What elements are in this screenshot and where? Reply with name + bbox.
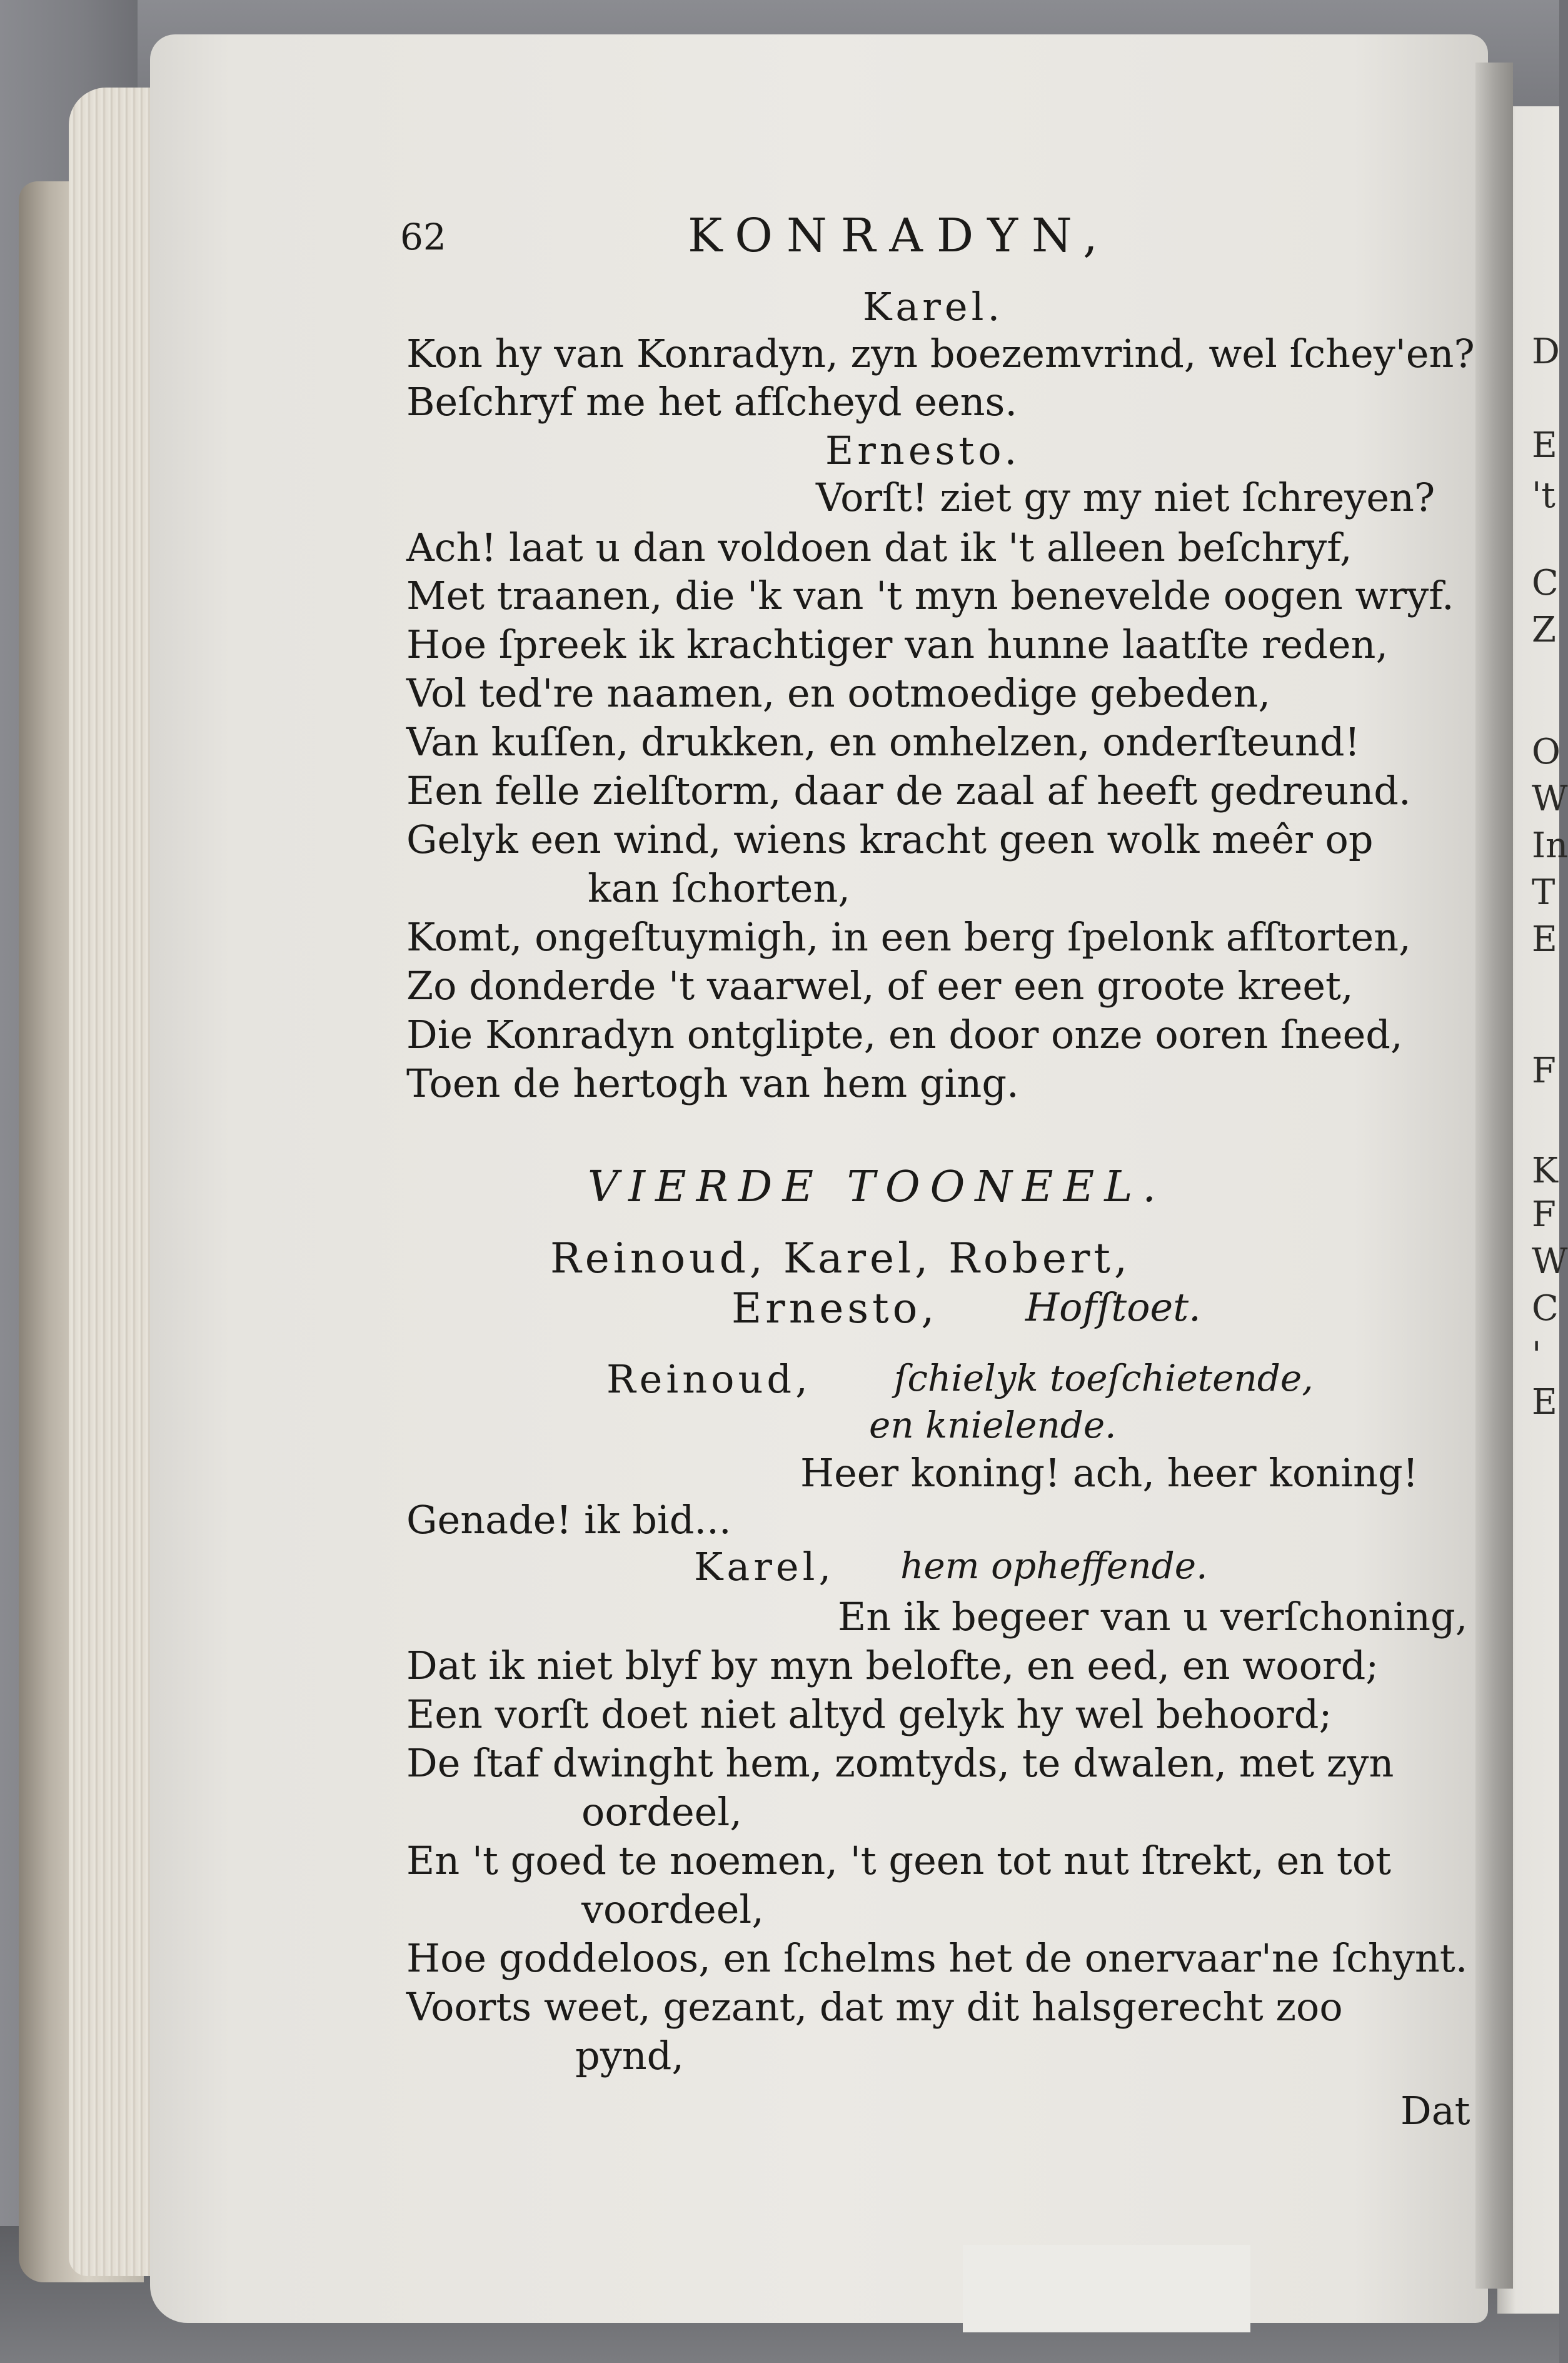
catchword: Dat	[1400, 2088, 1470, 2134]
facing-page-text: '	[1532, 1335, 1542, 1376]
stage-direction: en knielende.	[869, 1404, 1117, 1446]
verse-line: Vol ted're naamen, en ootmoedige gebeden,	[406, 670, 1271, 716]
facing-page-text: C	[1532, 563, 1559, 603]
facing-page-text: D	[1532, 331, 1560, 372]
facing-page-text: T	[1532, 872, 1555, 913]
verse-line: Die Konradyn ontglipte, en door onze ooren ſneed,	[406, 1012, 1403, 1057]
facing-page-text: 't	[1532, 475, 1555, 516]
verse-line: Hoe goddeloos, en ſchelms het de onervaar'ne ſchynt.	[406, 1935, 1468, 1981]
verse-line: Hoe ſpreek ik krachtiger van hunne laatſte reden,	[406, 622, 1389, 667]
verse-line: Toen de hertogh van hem ging.	[406, 1061, 1019, 1106]
stage-direction: hem opheffende.	[900, 1544, 1208, 1587]
facing-page-text: E	[1532, 1382, 1557, 1423]
verse-line-continued: kan ſchorten,	[588, 865, 850, 911]
scene-heading: VIERDE TOONEEL.	[588, 1162, 1166, 1212]
verse-line: Een vorſt doet niet altyd gelyk hy wel behoord;	[406, 1691, 1332, 1737]
facing-page-text: In	[1532, 825, 1568, 866]
verse-line: De ſtaf dwinght hem, zomtyds, te dwalen, met zyn	[406, 1740, 1394, 1786]
page-gutter	[1475, 63, 1513, 2289]
dramatis-personae: Ernesto,	[731, 1284, 938, 1333]
verse-line: Komt, ongeſtuymigh, in een berg ſpelonk afſtorten,	[406, 914, 1411, 960]
verse-line: Dat ik niet blyf by myn belofte, en eed, en woord;	[406, 1643, 1379, 1688]
facing-page-text: E	[1532, 425, 1557, 466]
speaker-ernesto: Ernesto.	[825, 428, 1021, 473]
verse-line-continued: pynd,	[575, 2033, 685, 2078]
verse-line: Heer koning! ach, heer koning!	[800, 1450, 1419, 1496]
verse-line: Kon hy van Konradyn, zyn boezemvrind, wel ſchey'en?	[406, 331, 1475, 376]
facing-page-text: K	[1532, 1151, 1558, 1191]
speaker-karel: Karel,	[694, 1544, 835, 1590]
verse-line: En ik begeer van u verſchoning,	[838, 1594, 1468, 1640]
page-number: 62	[400, 216, 446, 258]
facing-page-text: C	[1532, 1288, 1559, 1329]
running-title: KONRADYN,	[688, 209, 1112, 263]
facing-page-text: E	[1532, 919, 1557, 960]
verse-line-continued: oordeel,	[581, 1789, 742, 1835]
stage-direction: ſchielyk toeſchietende,	[894, 1357, 1314, 1399]
speaker-reinoud: Reinoud,	[606, 1356, 812, 1402]
verse-line: Met traanen, die 'k van 't myn benevelde oogen wryf.	[406, 573, 1454, 618]
facing-page-text: Z	[1532, 610, 1556, 650]
stage-role: Hofſtoet.	[1025, 1284, 1201, 1330]
library-label-patch	[963, 2245, 1250, 2332]
facing-page-text: W	[1532, 1241, 1568, 1282]
verse-line: Van kuſſen, drukken, en omhelzen, onderſteund!	[406, 719, 1360, 765]
verse-line: Zo donderde 't vaarwel, of eer een groote kreet,	[406, 963, 1354, 1009]
facing-page-text: O	[1532, 732, 1560, 772]
facing-page-text: F	[1532, 1194, 1556, 1235]
verse-line: Genade! ik bid...	[406, 1497, 731, 1543]
verse-line: En 't goed te noemen, 't geen tot nut ſtrekt, en tot	[406, 1838, 1392, 1883]
facing-page-text: F	[1532, 1051, 1556, 1091]
facing-page-text: W	[1532, 778, 1568, 819]
verse-line: Gelyk een wind, wiens kracht geen wolk meêr op	[406, 817, 1374, 862]
verse-line: Voorts weet, gezant, dat my dit halsgerecht zoo	[406, 1984, 1343, 2030]
dramatis-personae: Reinoud, Karel, Robert,	[550, 1234, 1131, 1282]
verse-line-continued: voordeel,	[581, 1887, 764, 1932]
verse-line: Een felle zielſtorm, daar de zaal af heeft gedreund.	[406, 768, 1411, 814]
verse-line: Vorſt! ziet gy my niet ſchreyen?	[816, 475, 1435, 520]
verse-line: Beſchryf me het afſcheyd eens.	[406, 379, 1018, 425]
speaker-karel: Karel.	[863, 284, 1004, 330]
verse-line: Ach! laat u dan voldoen dat ik 't alleen beſchryf,	[406, 525, 1352, 570]
